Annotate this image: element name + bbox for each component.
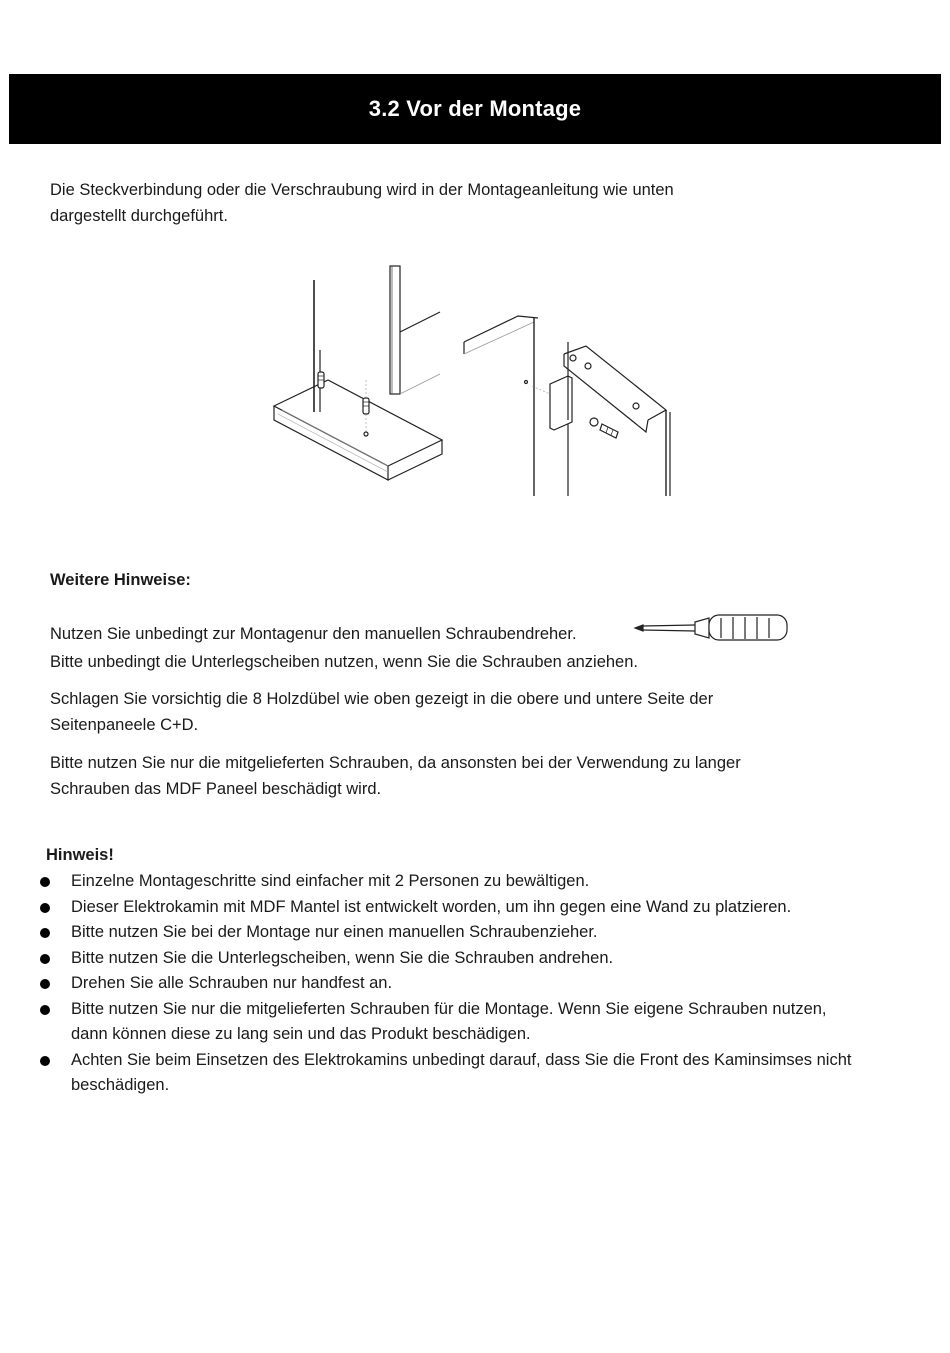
list-item: Einzelne Montageschritte sind einfacher mit 2 Personen zu bewältigen. [38,869,918,895]
section-header [9,74,941,144]
washer-note: Bitte unbedingt die Unterlegscheiben nutzen, wenn Sie die Schrauben anziehen. [50,653,638,671]
list-item: Achten Sie beim Einsetzen des Elektrokamins unbedingt darauf, dass Sie die Front des Kaminsimses nicht beschädigen. [38,1048,918,1099]
screwdriver-note: Nutzen Sie unbedingt zur Montagenur den manuellen Schraubendreher. [50,625,577,643]
notice-list [38,869,918,1099]
dowel-note [50,686,910,738]
bullet-icon [40,877,50,887]
screwdriver-icon [633,612,789,642]
screws-note [50,750,910,802]
list-item: Dieser Elektrokamin mit MDF Mantel ist entwickelt worden, um ihn gegen eine Wand zu platzieren. [38,895,918,921]
assembly-illustration-icon [268,262,688,502]
screws-note-line-1: Bitte nutzen Sie nur die mitgelieferten Schrauben, da ansonsten bei der Verwendung zu langer [50,754,741,772]
bullet-icon [40,903,50,913]
screws-note-line-2: Schrauben das MDF Paneel beschädigt wird. [50,780,382,798]
intro-line-2: dargestellt durchgeführt. [50,207,228,225]
further-notes-heading: Weitere Hinweise: [50,571,191,589]
bullet-icon [40,928,50,938]
dowel-note-line-2: Seitenpaneele C+D. [50,716,199,734]
list-item: Drehen Sie alle Schrauben nur handfest an. [38,971,918,997]
list-item: Bitte nutzen Sie die Unterlegscheiben, wenn Sie die Schrauben andrehen. [38,946,918,972]
section-title: 3.2 Vor der Montage [368,96,582,121]
intro-text [50,177,910,229]
bullet-icon [40,1056,50,1066]
bullet-icon [40,1005,50,1015]
notice-heading: Hinweis! [46,846,114,864]
dowel-note-line-1: Schlagen Sie vorsichtig die 8 Holzdübel wie oben gezeigt in die obere und untere Seite der [50,690,714,708]
list-item: Bitte nutzen Sie bei der Montage nur einen manuellen Schraubenzieher. [38,920,918,946]
intro-line-1: Die Steckverbindung oder die Verschraubung wird in der Montageanleitung wie unten [50,181,674,199]
list-item: Bitte nutzen Sie nur die mitgelieferten Schrauben für die Montage. Wenn Sie eigene Schrauben nutzen, dann können diese zu lang sein und das Produkt beschädigen. [38,997,918,1048]
bullet-icon [40,954,50,964]
bullet-icon [40,979,50,989]
